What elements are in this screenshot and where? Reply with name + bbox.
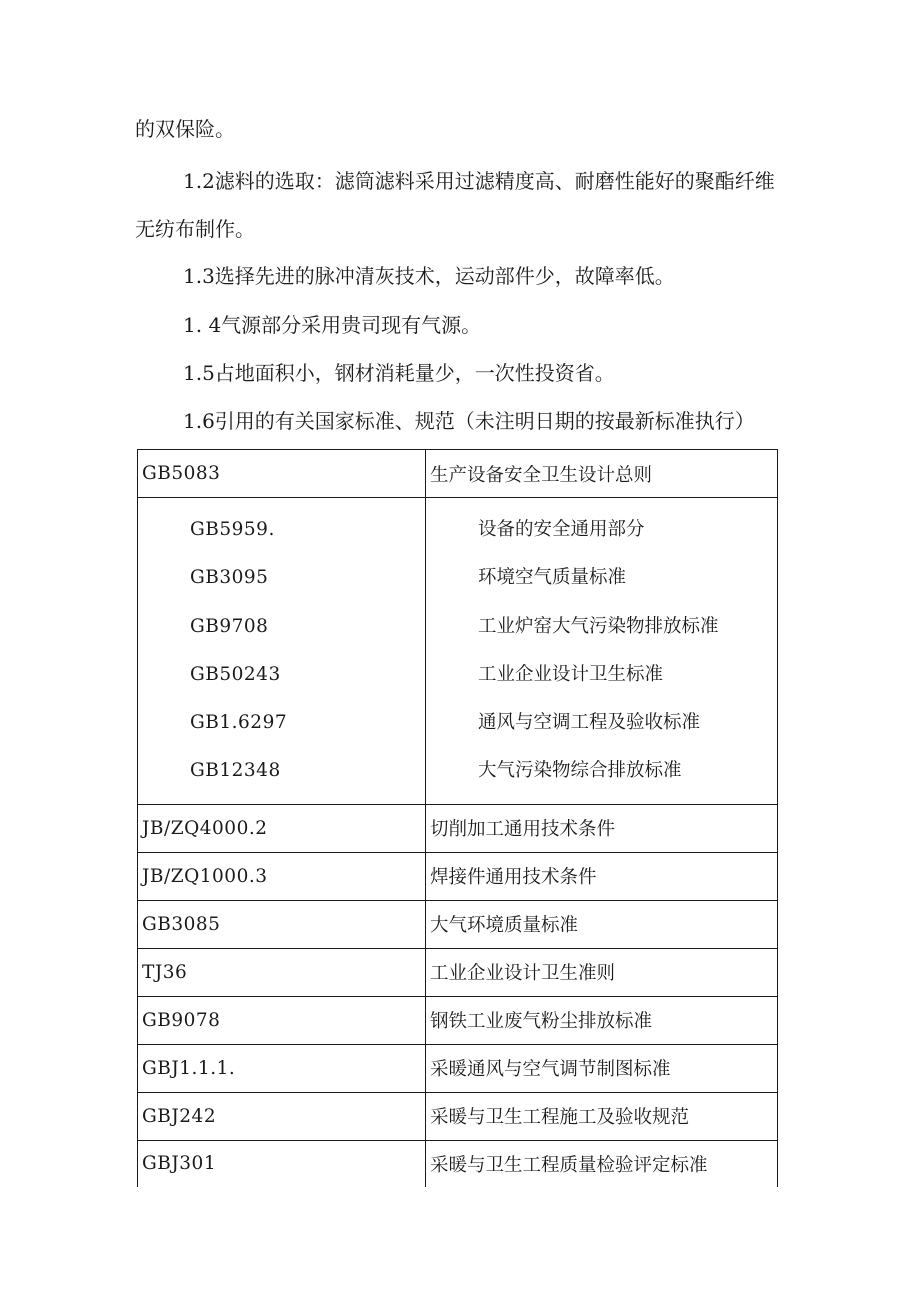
paragraph-air-source: 1. 4气源部分采用贵司现有气源。 bbox=[183, 313, 482, 337]
standards-table bbox=[137, 449, 778, 1187]
standard-code: TJ36 bbox=[138, 948, 426, 996]
standard-name: 设备的安全通用部分 bbox=[478, 519, 645, 540]
standard-name: 工业炉窑大气污染物排放标准 bbox=[478, 615, 719, 637]
standard-code: GB50243 bbox=[190, 663, 281, 685]
standard-code: GBJ301 bbox=[138, 1140, 426, 1187]
paragraph-continuation: 的双保险。 bbox=[135, 117, 235, 141]
standard-name: 环境空气质量标准 bbox=[478, 567, 627, 589]
standard-name: 切削加工通用技术条件 bbox=[426, 804, 778, 852]
table-row bbox=[138, 1092, 778, 1140]
table-row bbox=[138, 996, 778, 1044]
table-row-grouped bbox=[138, 498, 778, 805]
standard-code: GB9708 bbox=[190, 615, 269, 637]
standard-name: 钢铁工业废气粉尘排放标准 bbox=[426, 996, 778, 1044]
standard-code: GB3085 bbox=[138, 900, 426, 948]
grouped-names-cell bbox=[426, 498, 778, 805]
standard-code: GB9078 bbox=[138, 996, 426, 1044]
standard-name: 采暖通风与空气调节制图标准 bbox=[426, 1044, 778, 1092]
table-row bbox=[138, 1044, 778, 1092]
standard-code: JB/ZQ4000.2 bbox=[138, 804, 426, 852]
table-row bbox=[138, 948, 778, 996]
standard-code: GB5083 bbox=[138, 450, 426, 498]
standard-code: GB1.6297 bbox=[190, 712, 288, 734]
grouped-codes-cell bbox=[138, 498, 426, 805]
standard-code: GB12348 bbox=[190, 760, 281, 782]
standard-name: 大气污染物综合排放标准 bbox=[478, 760, 682, 782]
standard-name: 通风与空调工程及验收标准 bbox=[478, 712, 701, 734]
standard-code: GB3095 bbox=[190, 567, 269, 589]
standard-name: 工业企业设计卫生标准 bbox=[478, 663, 664, 685]
paragraph-footprint: 1.5占地面积小，钢材消耗量少，一次性投资省。 bbox=[183, 361, 615, 385]
standard-name: 采暖与卫生工程施工及验收规范 bbox=[426, 1092, 778, 1140]
paragraph-filter-material-cont: 无纺布制作。 bbox=[135, 217, 255, 241]
table-row bbox=[138, 900, 778, 948]
table-row bbox=[138, 804, 778, 852]
standard-name: 采暖与卫生工程质量检验评定标准 bbox=[426, 1140, 778, 1187]
standard-name: 焊接件通用技术条件 bbox=[426, 852, 778, 900]
paragraph-filter-material: 1.2滤料的选取：滤筒滤料采用过滤精度高、耐磨性能好的聚酯纤维 bbox=[183, 169, 775, 193]
table-row bbox=[138, 1140, 778, 1187]
standard-code: GB5959. bbox=[190, 519, 275, 540]
paragraph-pulse-cleaning: 1.3选择先进的脉冲清灰技术，运动部件少，故障率低。 bbox=[183, 264, 675, 288]
standard-name: 工业企业设计卫生准则 bbox=[426, 948, 778, 996]
table-row bbox=[138, 852, 778, 900]
table-row bbox=[138, 450, 778, 498]
paragraph-standards-intro: 1.6引用的有关国家标准、规范（未注明日期的按最新标准执行） bbox=[183, 409, 755, 433]
standard-code: GBJ242 bbox=[138, 1092, 426, 1140]
standard-code: JB/ZQ1000.3 bbox=[138, 852, 426, 900]
standard-name: 大气环境质量标准 bbox=[426, 900, 778, 948]
standard-code: GBJ1.1.1. bbox=[138, 1044, 426, 1092]
standard-name: 生产设备安全卫生设计总则 bbox=[426, 450, 778, 498]
